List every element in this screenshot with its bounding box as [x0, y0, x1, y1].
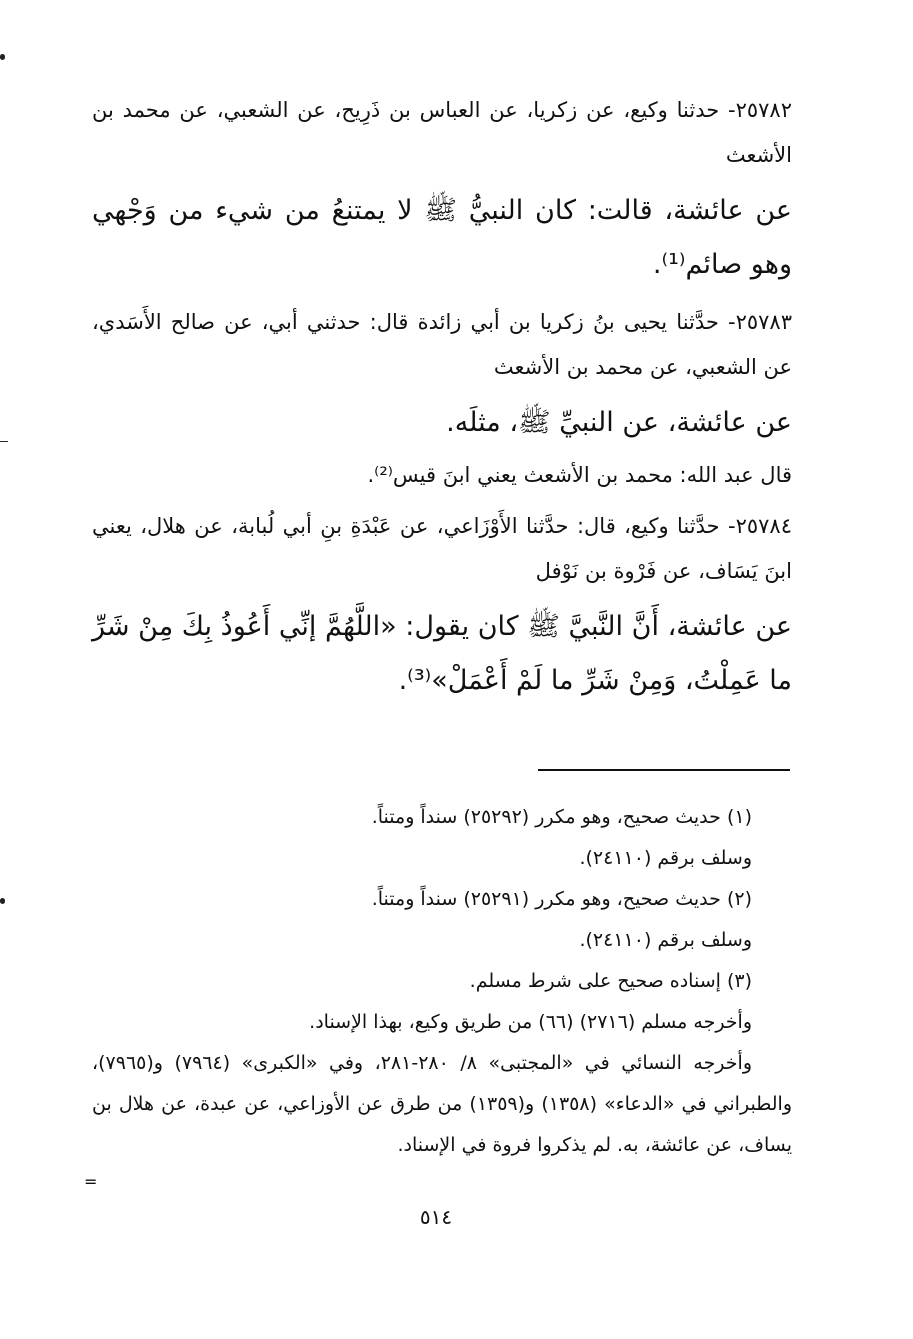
hadith-25784-isnad: ٢٥٧٨٤- حدَّثنا وكيع، قال: حدَّثنا الأَوْزَاعي، عن عَبْدَةِ بنِ أبي لُبابة، عن هلال، يعني ابنَ يَسَاف، عن فَرْوة بن نَوْفل: [92, 514, 792, 583]
hadith-25783-isnad: ٢٥٧٨٣- حدَّثنا يحيى بنُ زكريا بن أبي زائدة قال: حدثني أبي، عن صالح الأَسَدي، عن الشعبي، عن محمد بن الأشعث: [92, 310, 792, 379]
hadith-25783-matn: عن عائشة، عن النبيِّ ﷺ، مثلَه.: [446, 407, 792, 438]
footnote-divider: [538, 769, 790, 771]
hadith-25784-matn: عن عائشة، أَنَّ النَّبيَّ ﷺ كان يقول: «اللَّهُمَّ إنِّي أَعُوذُ بِكَ مِنْ شَرِّ ما عَمِلْتُ، وَمِنْ شَرِّ ما لَمْ أَعْمَلْ»⁽³⁾.: [92, 611, 792, 696]
footnote-1-line-2: وسلف برقم (٢٤١١٠).: [579, 847, 752, 869]
footnote-3-line-1: (٣) إسناده صحيح على شرط مسلم.: [469, 970, 752, 992]
scan-edge-mark-bottom: [0, 898, 5, 904]
hadith-25782-matn: عن عائشة، قالت: كان النبيُّ ﷺ لا يمتنعُ من شيء من وَجْهي وهو صائم⁽¹⁾.: [92, 195, 792, 280]
footnote-1-line-1: (١) حديث صحيح، وهو مكرر (٢٥٢٩٢) سنداً ومتناً.: [371, 806, 752, 828]
scan-edge-mark-top: [0, 54, 5, 60]
scan-edge-mark-middle: [0, 441, 8, 442]
footnote-3-line-3: وأخرجه النسائي في «المجتبى» ٨/ ٢٨٠-٢٨١، وفي «الكبرى» (٧٩٦٤) و(٧٩٦٥)، والطبراني في «الدعاء» (١٣٥٨) و(١٣٥٩) من طرق عن الأوزاعي، عن عبدة، عن هلال بن يساف، عن عائشة، به. لم يذكروا فروة في الإسناد.: [92, 1052, 793, 1156]
main-text: [92, 88, 792, 708]
footnote-2-line-1: (٢) حديث صحيح، وهو مكرر (٢٥٢٩١) سنداً ومتناً.: [371, 888, 752, 910]
footnote-3-line-2: وأخرجه مسلم (٢٧١٦) (٦٦) من طريق وكيع، بهذا الإسناد.: [309, 1011, 752, 1033]
page-number: ٥١٤: [419, 1205, 453, 1229]
hadith-25783-note: قال عبد الله: محمد بن الأشعث يعني ابنَ قيس⁽²⁾.: [367, 463, 792, 487]
continuation-mark: =: [84, 1172, 98, 1191]
footnote-2-line-2: وسلف برقم (٢٤١١٠).: [579, 929, 752, 951]
footnotes: [92, 797, 792, 1166]
hadith-25782-isnad: ٢٥٧٨٢- حدثنا وكيع، عن زكريا، عن العباس بن ذَرِيح، عن الشعبي، عن محمد بن الأشعث: [92, 98, 792, 167]
